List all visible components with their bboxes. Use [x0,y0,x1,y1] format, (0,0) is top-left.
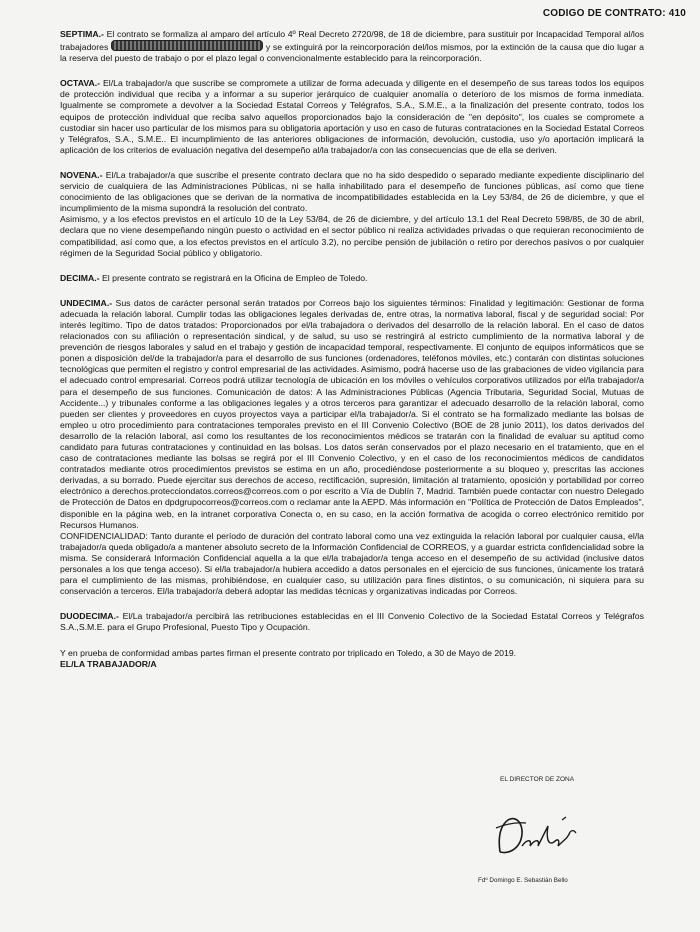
clause-text: El/La trabajador/a que suscribe se compromete a utilizar de forma adecuada y diligente en el desempeño de sus tareas todos los equipos de protección individual que reciba y a informar a su superior jerárquico de cualquier anomalía o deterioro de los mismos de forma inmediata. Igualmente se compromete a devolver a la Sociedad Estatal Correos y Telégrafos, S.A., S.M.E., a la finalización del presente contrato, todos los equipos de protección individual que reciba salvo aquellos proporcionados bajo la consideración de "en depósito", los cuales se compromete a custodiar sin hacer uso particular de los mismos para su obligatoria aportación y uso en caso de futuras contrataciones en la Sociedad Estatal Correos y Telégrafos, S.A., S.M.E.. El incumplimiento de las anteriores obligaciones de información, devolución, custodia, uso y/o aportación implicará la aplicación de los criterios de evaluación negativa del desempeño al/la trabajador/a con las consecuencias que de ella se deriven. [60,78,644,155]
clause-duodecima [60,611,644,633]
clause-paragraph: CONFIDENCIALIDAD: Tanto durante el período de duración del contrato laboral como una vez extinguida la relación laboral por cualquier causa, el/la trabajador/a queda obligado/a a mantener absoluto secreto de la Información Confidencial de CORREOS, y a guardar estricta confidencialidad sobre la misma. Se considerará Información Confidencial aquella a la que el/la trabajador/a tenga acceso en el desempeño de su actividad (inclusive datos personales a los que tenga acceso). Si el/la trabajador/a hubiera accedido a datos personales en el ejercicio de sus funciones, únicamente los tratará para el cumplimiento de las mismas, prohibiéndose, en cualquier caso, su utilización para fines distintos, o su comunicación, ni siquiera para su conservación a terceros. El/la trabajador/a deberá adoptar las medidas técnicas y organizativas indicadas por Correos. [60,530,644,597]
clause-paragraph [60,78,644,156]
handwritten-signature [486,800,586,860]
clause-label: OCTAVA.- [60,78,101,89]
clause-text: El/La trabajador/a que suscribe el presente contrato declara que no ha sido despedido o separado mediante expediente disciplinario del servicio de cualquiera de las Administraciones Públicas, ni se halla inhabilitado para el desempeño de funciones públicas, así como que tiene conocimiento de las obligaciones que se derivan de la normativa de incompatibilidades establecida en la Ley 53/84, de 26 de diciembre, y que el incumplimiento de la misma supondrá la resolución del contrato. [60,169,644,214]
clause-label: NOVENA.- [60,169,103,180]
clause-text: Sus datos de carácter personal serán tratados por Correos bajo los siguientes términos: Finalidad y legitimación: Gestionar de forma adecuada la relación laboral. Cumplir todas las obligaciones legales derivadas de, entre otras, la normativa laboral, fiscal y de seguridad social: Por interés legítimo. Tipo de datos tratados: Proporcionados por el/la trabajadora o derivados del desarrollo de la relación laboral. En el caso de datos relacionados con su afiliación o representación sindical, y de salud, su uso se restringirá al estricto cumplimiento de la normativa laboral y de prevención de riesgos laborales y salud en el trabajo y gestión de incapacidad temporal, respectivamente. El conjunto de equipos informáticos que se ponen a disposición del/de la trabajador/a para el desarrollo de sus funciones (ordenadores, teléfonos móviles, etc.) contarán con distintas soluciones tecnológicas que permiten el registro y control empresarial de las actividades. Asimismo, podrá hacerse uso de las grabaciones de video vigilancia para el adecuado control empresarial. Correos podrá utilizar tecnología de ubicación en los móviles o vehículos corporativos utilizados por el/la trabajador/a para el desempeño de sus funciones. Comunicación de datos: A las Administraciones Públicas (Agencia Tributaria, Seguridad Social, Mutuas de Accidente...) y tribunales conforme a las obligaciones legales y a otros terceros para garantizar el adecuado desarrollo de la relación laboral, como pueden ser clientes y proveedores en cuyos proyectos vaya a participar el/la trabajador/a. Si el contrato se ha formalizado mediante las bolsas de empleo u otro procedimiento para contrataciones temporales previsto en el III Convenio Colectivo (BOE de 28 junio 2011), los datos derivados del desarrollo de la relación laboral, así como los resultantes de los reconocimientos médicos se tratarán con la finalidad de evaluar su aptitud como candidato para futuras contrataciones y continuidad en las bolsas. Los datos serán conservados por el plazo necesario en el tratamiento, que en el caso de contrataciones mediante las bolsas se regirá por el III Convenio Colectivo, y en el caso de los reconocimientos médicos de candidatos contratados mediante otros procedimientos previstos se estima en un año, procediéndose posteriormente a su bloqueo y, prescritas las acciones derivadas, a su borrado. Puede ejercitar sus derechos de acceso, rectificación, supresión, limitación al tratamiento, oposición y portabilidad por correo electrónico a derechos.protecciondatos.correos@correos.com o por escrito a Vía de Dublín 7, Madrid. También puede contactar con nuestro Delegado de Protección de Datos en dpdgrupocorreos@correos.com o reclamar ante la AEPD. Más información en "Política de Protección de Datos Empleados", disponible en la página web, en la intranet corporativa Conecta o, en su caso, en la acción formativa de acogida o correo electrónico remitido por Recursos Humanos. [60,297,644,530]
clause-paragraph [60,29,644,64]
clause-paragraph [60,273,644,284]
signer-name: Fdº Domingo E. Sebastián Bello [478,877,568,884]
clause-text: El/La trabajador/a percibirá las retribuciones establecidas en el III Convenio Colectivo de la Sociedad Estatal Correos y Telégrafos S.A.,S.M.E. para el Grupo Profesional, Puesto Tipo y Ocupación. [60,611,644,633]
clause-text: El contrato se formaliza al amparo del artículo 4º Real Decreto 2720/98, de 18 de diciembre, para sustituir por Incapacidad Temporal al/los trabajadores [60,29,644,53]
clause-label: SEPTIMA.- [60,29,104,39]
clause-octava [60,78,644,156]
clause-septima [60,29,644,64]
clause-text: y se extinguirá por la reincorporación del/los mismos, por la extinción de la causa que dio lugar a la reserva del puesto de trabajo o por el plazo legal o convencionalmente establecido para la reincorporación. [60,42,644,64]
closing-statement: Y en prueba de conformidad ambas partes firman el presente contrato por triplicado en Toledo, a 30 de Mayo de 2019. [60,647,517,658]
contract-code: CODIGO DE CONTRATO: 410 [542,8,686,19]
clause-paragraph [60,611,644,633]
clause-label: UNDECIMA.- [60,297,113,308]
contract-body [60,29,644,670]
clause-label: DUODECIMA.- [60,611,119,622]
clause-novena [60,170,644,259]
clause-label: DECIMA.- [60,272,100,283]
redacted-name [111,40,263,51]
clause-text: El presente contrato se registrará en la Oficina de Empleo de Toledo. [102,272,368,283]
worker-signature-label: EL/LA TRABAJADOR/A [60,658,157,669]
director-label: EL DIRECTOR DE ZONA [500,776,575,783]
clause-paragraph: Asimismo, y a los efectos previstos en el artículo 10 de la Ley 53/84, de 26 de diciembre, y del artículo 13.1 del Real Decreto 598/85, de 30 de abril, declara que no viene desempeñando ningún puesto o actividad en el sector público ni realiza actividades privadas o que requieran reconocimiento de compatibilidad, así como que, a los efectos previstos en el artículo 3.2), no percibe pensión de jubilación o retiro por derechos pasivos o por cualquier régimen de la Seguridad Social público y obligatorio. [60,214,644,258]
clause-paragraph [60,170,644,214]
clause-paragraph [60,298,644,531]
clause-undecima [60,298,644,598]
clause-decima [60,273,644,284]
